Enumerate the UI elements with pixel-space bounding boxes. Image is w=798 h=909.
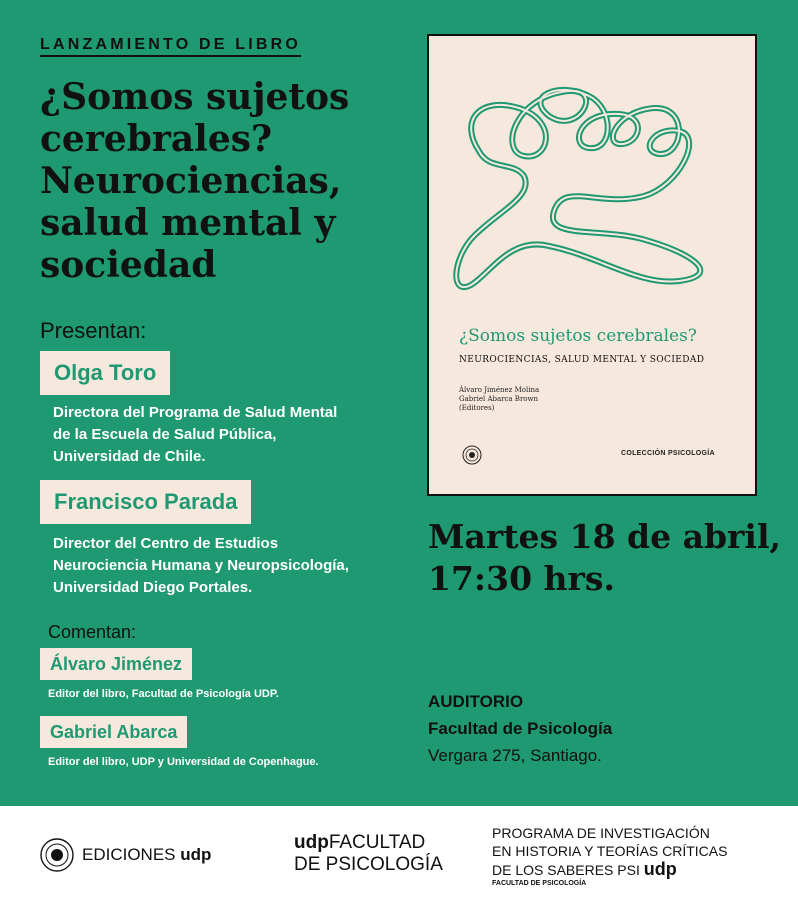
event-title xyxy=(40,76,390,286)
event-date: Martes 18 de abril, 17:30 hrs. xyxy=(428,517,781,598)
title-line: sociedad xyxy=(40,244,217,286)
title-line: salud mental y xyxy=(40,202,336,244)
cover-subtitle: NEUROCIENCIAS, SALUD MENTAL Y SOCIEDAD xyxy=(459,355,705,365)
presenter-desc-olga-toro: Directora del Programa de Salud Mental de la Escuela de Salud Pública, Universidad de Chile. xyxy=(53,404,338,465)
presenter-name-francisco-parada: Francisco Parada xyxy=(40,480,251,524)
presenter-name-olga-toro: Olga Toro xyxy=(40,351,170,395)
title-line: ¿Somos sujetos xyxy=(40,76,350,118)
programa-investigacion-logo: PROGRAMA DE INVESTIGACIÓN EN HISTORIA Y TEORÍAS CRÍTICAS DE LOS SABERES PSI udp FACULTAD DE PSICOLOGÍA xyxy=(492,825,728,887)
presenter-desc-francisco-parada: Director del Centro de Estudios Neurociencia Humana y Neuropsicología, Universidad Diego Portales. xyxy=(53,535,349,596)
ediciones-udp-logo: EDICIONES udp xyxy=(40,838,211,872)
title-line: Neurociencias, xyxy=(40,160,342,202)
facultad-psicologia-logo: udpFACULTAD DE PSICOLOGÍA xyxy=(294,832,443,875)
commenter-name-gabriel-abarca: Gabriel Abarca xyxy=(40,716,187,748)
presentan-label: Presentan: xyxy=(40,318,147,343)
commenter-desc-gabriel-abarca: Editor del libro, UDP y Universidad de Copenhague. xyxy=(48,756,319,768)
comentan-label: Comentan: xyxy=(48,622,137,642)
commenter-desc-alvaro-jimenez: Editor del libro, Facultad de Psicología UDP. xyxy=(48,688,279,700)
event-kicker: LANZAMIENTO DE LIBRO xyxy=(40,36,301,57)
title-line: cerebrales? xyxy=(40,118,273,160)
tangled-line-illustration xyxy=(429,36,755,316)
cover-collection: COLECCIÓN PSICOLOGÍA xyxy=(621,450,715,457)
cover-editors: Álvaro Jiménez Molina Gabriel Abarca Brown (Editores) xyxy=(459,386,540,412)
event-venue: AUDITORIO Facultad de Psicología Vergara 275, Santiago. xyxy=(428,692,613,765)
university-seal-icon xyxy=(462,445,482,465)
book-cover xyxy=(427,34,757,496)
cover-title: ¿Somos sujetos cerebrales? xyxy=(459,326,697,346)
udp-seal-icon xyxy=(40,838,74,872)
commenter-name-alvaro-jimenez: Álvaro Jiménez xyxy=(40,648,192,680)
